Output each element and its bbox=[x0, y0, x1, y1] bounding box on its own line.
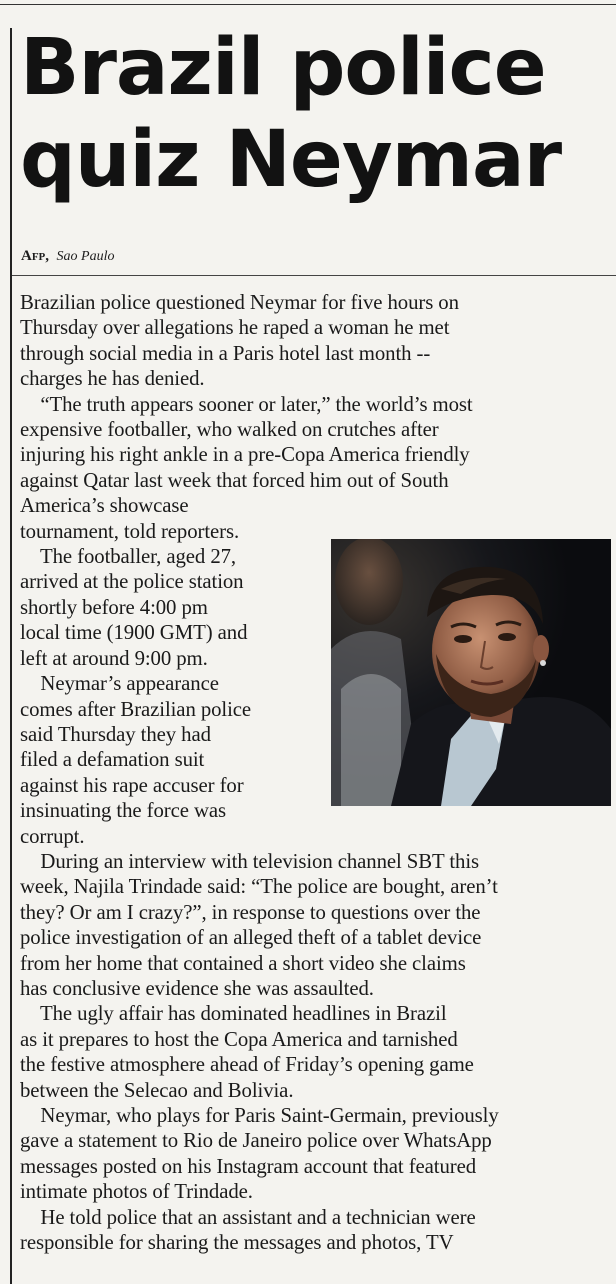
body-line: as it prepares to host the Copa America and tarnished bbox=[20, 1027, 458, 1051]
body-line: Brazilian police questioned Neymar for five hours on bbox=[20, 291, 459, 314]
body-line: expensive footballer, who walked on crutches after bbox=[20, 418, 439, 442]
article-photo bbox=[331, 539, 611, 806]
body-line: America’s showcase bbox=[20, 494, 189, 518]
body-line: Neymar, who plays for Paris Saint-Germain, previously bbox=[20, 1104, 499, 1127]
body-line: comes after Brazilian police bbox=[20, 697, 252, 721]
body-line: police investigation of an alleged theft of a tablet device bbox=[20, 926, 482, 950]
body-line: “The truth appears sooner or later,” the world’s most bbox=[20, 392, 473, 416]
body-line: against his rape accuser for bbox=[20, 773, 244, 797]
body-line: responsible for sharing the messages and photos, TV bbox=[20, 1231, 454, 1255]
body-line: messages posted on his Instagram account that featured bbox=[20, 1154, 477, 1178]
body-line: Neymar’s appearance bbox=[20, 672, 219, 696]
body-line: He told police that an assistant and a technician were bbox=[20, 1205, 476, 1229]
photo-illustration bbox=[331, 539, 611, 806]
body-line: injuring his right ankle in a pre-Copa America friendly bbox=[20, 443, 470, 467]
body-line: Thursday over allegations he raped a woman he met bbox=[20, 316, 450, 340]
byline bbox=[21, 248, 114, 265]
body-line: charges he has denied. bbox=[20, 367, 205, 391]
body-line: through social media in a Paris hotel last month -- bbox=[20, 341, 431, 365]
headline-line: Brazil police bbox=[20, 23, 546, 113]
byline-agency: Afp, bbox=[21, 248, 50, 264]
body-line: week, Najila Trindade said: “The police are bought, aren’t bbox=[20, 875, 498, 899]
body-line: they? Or am I crazy?”, in response to questions over the bbox=[20, 900, 481, 924]
byline-rule bbox=[12, 275, 616, 276]
body-line: insinuating the force was bbox=[20, 799, 226, 823]
body-line: During an interview with television channel SBT this bbox=[20, 849, 479, 873]
body-line: filed a defamation suit bbox=[20, 748, 205, 772]
body-line: said Thursday they had bbox=[20, 722, 211, 746]
body-line: tournament, told reporters. bbox=[20, 519, 240, 543]
body-line: intimate photos of Trindade. bbox=[20, 1180, 253, 1204]
body-line: The ugly affair has dominated headlines in Brazil bbox=[20, 1002, 447, 1026]
body-line: arrived at the police station bbox=[20, 570, 244, 594]
body-line: between the Selecao and Bolivia. bbox=[20, 1078, 294, 1102]
body-line: corrupt. bbox=[20, 824, 85, 848]
body-line: left at around 9:00 pm. bbox=[20, 646, 208, 670]
body-line: from her home that contained a short video she claims bbox=[20, 951, 466, 975]
byline-place: Sao Paulo bbox=[56, 249, 115, 264]
top-rule bbox=[0, 4, 616, 5]
body-line: The footballer, aged 27, bbox=[20, 545, 237, 569]
body-line: shortly before 4:00 pm bbox=[20, 595, 208, 619]
body-line: gave a statement to Rio de Janeiro police over WhatsApp bbox=[20, 1129, 492, 1153]
body-line: against Qatar last week that forced him out of South bbox=[20, 468, 449, 492]
headline-line: quiz Neymar bbox=[20, 115, 562, 205]
body-line: has conclusive evidence she was assaulted. bbox=[20, 976, 374, 1000]
body-line: local time (1900 GMT) and bbox=[20, 621, 248, 645]
headline bbox=[20, 22, 610, 206]
column-rule bbox=[10, 28, 12, 1284]
body-line: the festive atmosphere ahead of Friday’s opening game bbox=[20, 1053, 474, 1077]
